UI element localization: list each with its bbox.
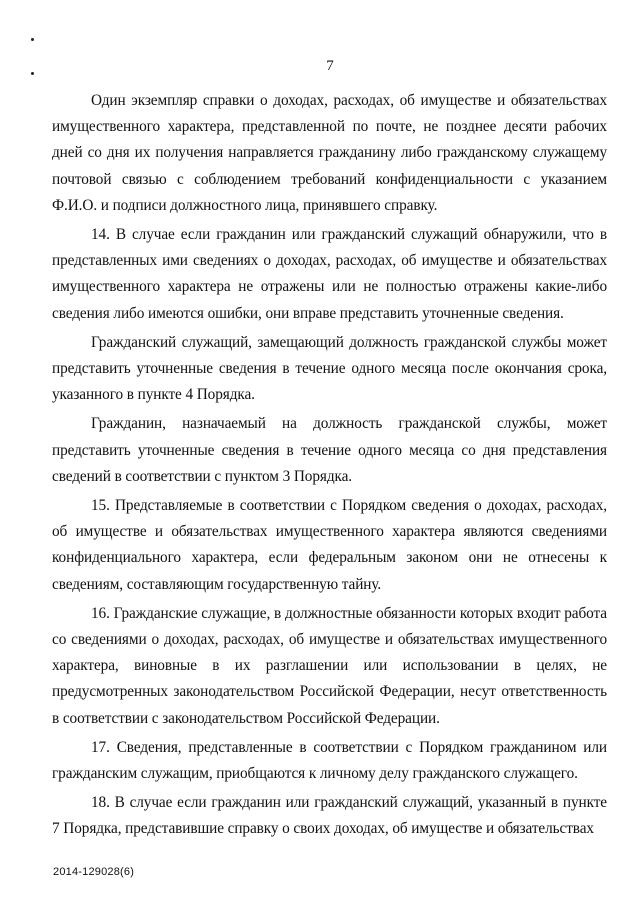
paragraph-item-15: 15. Представляемые в соответствии с Порядком сведения о доходах, расходах, об имуществе и обязательствах имущественного характера являются сведениями конфиденциального характера, если федеральным законом они не отнесены к сведениям, составляющим государственную тайну. [52,497,607,593]
paragraph-item-16: 16. Гражданские служащие, в должностные обязанности которых входит работа со сведениями о доходах, расходах, об имуществе и обязательствах имущественного характера, виновные в их разглашении или использовании в целях, не предусмотренных законодательством Российской Федерации, несут ответственность в соответствии с законодательством Российской Федерации. [52,604,607,727]
paragraph-item-14: 14. В случае если гражданин или гражданский служащий обнаружили, что в представленных ими сведениях о доходах, расходах, об имуществе и обязательствах имущественного характера не отражены или не полностью отражены какие-либо сведения либо имеются ошибки, они вправе представить уточненные сведения. [52,226,607,322]
paragraph-civil-servant-update: Гражданский служащий, замещающий должность гражданской службы может представить уточненные сведения в течение одного месяца после окончания срока, указанного в пункте 4 Порядка. [52,333,607,404]
paragraph-response-copy: Один экземпляр справки о доходах, расходах, об имуществе и обязательствах имущественного характера, представленной по почте, не позднее десяти рабочих дней со дня их получения направляется гражданину либо гражданскому служащему почтовой связью с соблюдением требований конфиденциальности с указанием Ф.И.О. и подписи должностного лица, принявшего справку. [52,92,607,214]
scan-artifact-dot [31,38,34,41]
page-number: 7 [326,58,334,74]
document-body [52,88,607,846]
document-code: 2014-129028(6) [53,866,135,878]
paragraph-citizen-update: Гражданин, назначаемый на должность гражданской службы, может представить уточненные сведения в течение одного месяца со дня представления сведений в соответствии с пунктом 3 Порядка. [52,415,607,485]
paragraph-item-18: 18. В случае если гражданин или гражданский служащий, указанный в пункте 7 Порядка, представившие справку о своих доходах, об имуществе и обязательствах [52,794,607,838]
paragraph-item-17: 17. Сведения, представленные в соответствии с Порядком гражданином или гражданским служащим, приобщаются к личному делу гражданского служащего. [52,738,607,783]
